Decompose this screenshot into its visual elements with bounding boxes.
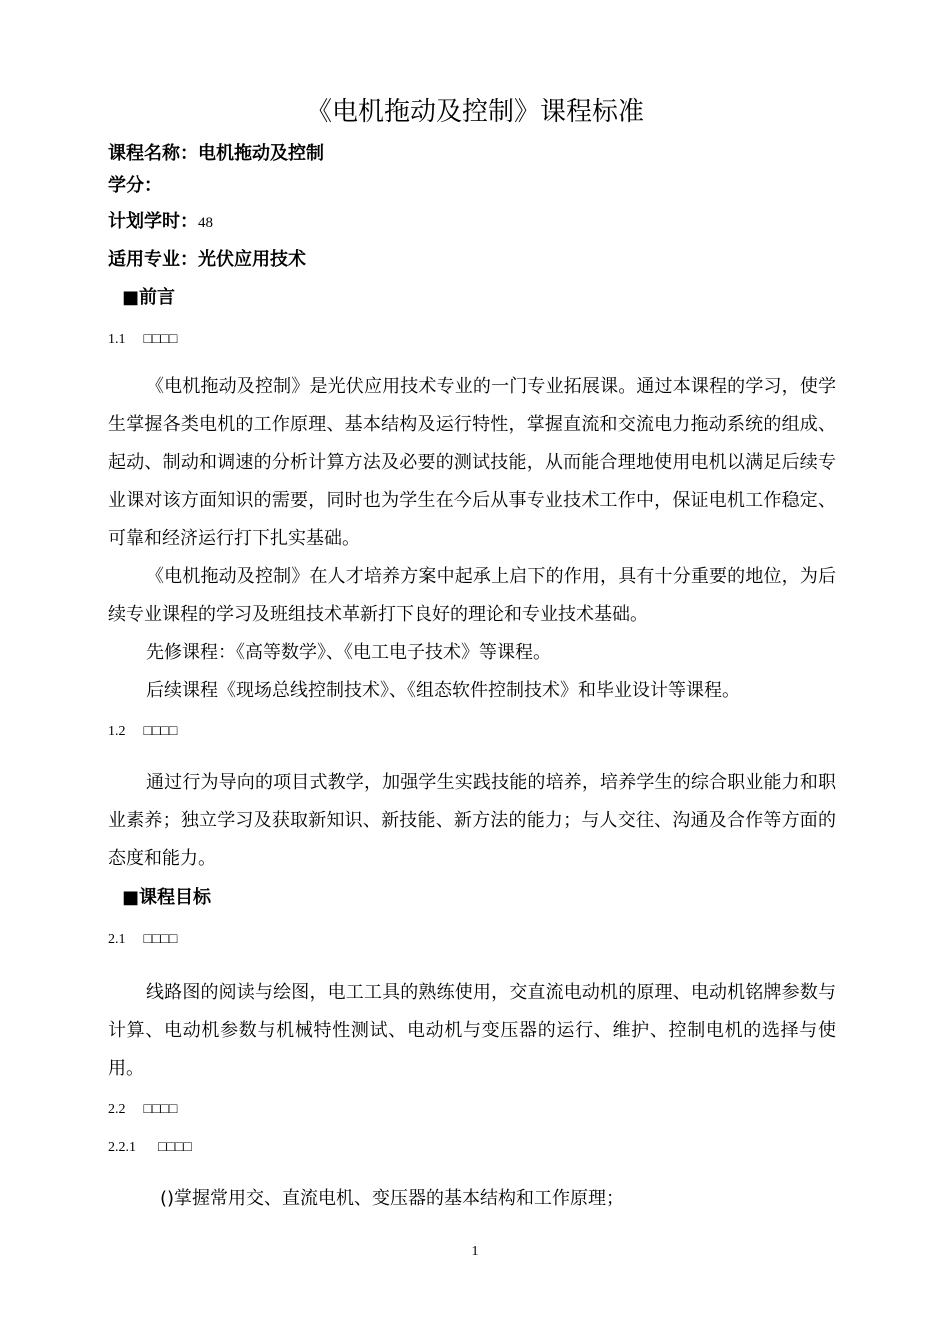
course-name-row xyxy=(108,140,324,168)
paragraph: 通过行为导向的项目式教学，加强学生实践技能的培养，培养学生的综合职业能力和职业素养；独立学习及获取新知识、新技能、新方法的能力；与人交往、沟通及合作等方面的态度和能力。 xyxy=(108,772,836,869)
subsection-2-1 xyxy=(108,930,177,950)
major-label: 适用专业： xyxy=(108,249,198,270)
subsection-title-glyphs: □□□□ xyxy=(143,932,178,947)
list-item: ()掌握常用交、直流电机、变压器的基本结构和工作原理； xyxy=(160,1188,625,1209)
paragraph: 线路图的阅读与绘图，电工工具的熟练使用，交直流电动机的原理、电动机铭牌参数与计算、电动机参数与机械特性测试、电动机与变压器的运行、维护、控制电机的选择与使用。 xyxy=(108,982,836,1079)
hours-label: 计划学时： xyxy=(108,211,198,232)
subsection-number: 2.2 xyxy=(108,1102,126,1117)
subsection-title-glyphs: □□□□ xyxy=(143,1102,178,1117)
paragraph: 后续课程《现场总线控制技术》、《组态软件控制技术》和毕业设计等课程。 xyxy=(146,680,740,701)
credit-row xyxy=(108,172,162,200)
subsection-number: 1.2 xyxy=(108,724,126,739)
subsection-2-2 xyxy=(108,1100,177,1120)
major-value: 光伏应用技术 xyxy=(198,249,306,270)
subsection-number: 2.1 xyxy=(108,932,126,947)
subsection-number: 2.2.1 xyxy=(108,1140,136,1155)
major-row xyxy=(108,246,306,274)
subsection-2-2-1 xyxy=(108,1138,192,1158)
section-heading-course-goals: ■课程目标 xyxy=(122,887,212,908)
paragraph: 《电机拖动及控制》是光伏应用技术专业的一门专业拓展课。通过本课程的学习，使学生掌握各类电机的工作原理、基本结构及运行特性，掌握直流和交流电力拖动系统的组成、起动、制动和调速的分析计算方法及必要的测试技能，从而能合理地使用电机以满足后续专业课对该方面知识的需要，同时也为学生在今后从事专业技术工作中，保证电机工作稳定、可靠和经济运行打下扎实基础。 xyxy=(108,376,836,549)
credit-label: 学分： xyxy=(108,175,162,196)
course-name-value: 电机拖动及控制 xyxy=(198,143,324,164)
document-title: 《电机拖动及控制》课程标准 xyxy=(305,97,644,127)
hours-row xyxy=(108,208,213,237)
section-heading-preface: ■前言 xyxy=(122,287,176,308)
paragraph: 《电机拖动及控制》在人才培养方案中起承上启下的作用，具有十分重要的地位，为后续专业课程的学习及班组技术革新打下良好的理论和专业技术基础。 xyxy=(108,566,836,625)
page-number: 1 xyxy=(471,1244,479,1259)
subsection-number: 1.1 xyxy=(108,332,126,347)
subsection-1-1 xyxy=(108,330,177,350)
subsection-1-2 xyxy=(108,722,177,742)
paragraph: 先修课程：《高等数学》、《电工电子技术》等课程。 xyxy=(146,642,551,663)
hours-value: 48 xyxy=(198,215,213,231)
course-name-label: 课程名称： xyxy=(108,143,198,164)
subsection-title-glyphs: □□□□ xyxy=(143,332,178,347)
subsection-title-glyphs: □□□□ xyxy=(143,724,178,739)
subsection-title-glyphs: □□□□ xyxy=(158,1140,192,1155)
